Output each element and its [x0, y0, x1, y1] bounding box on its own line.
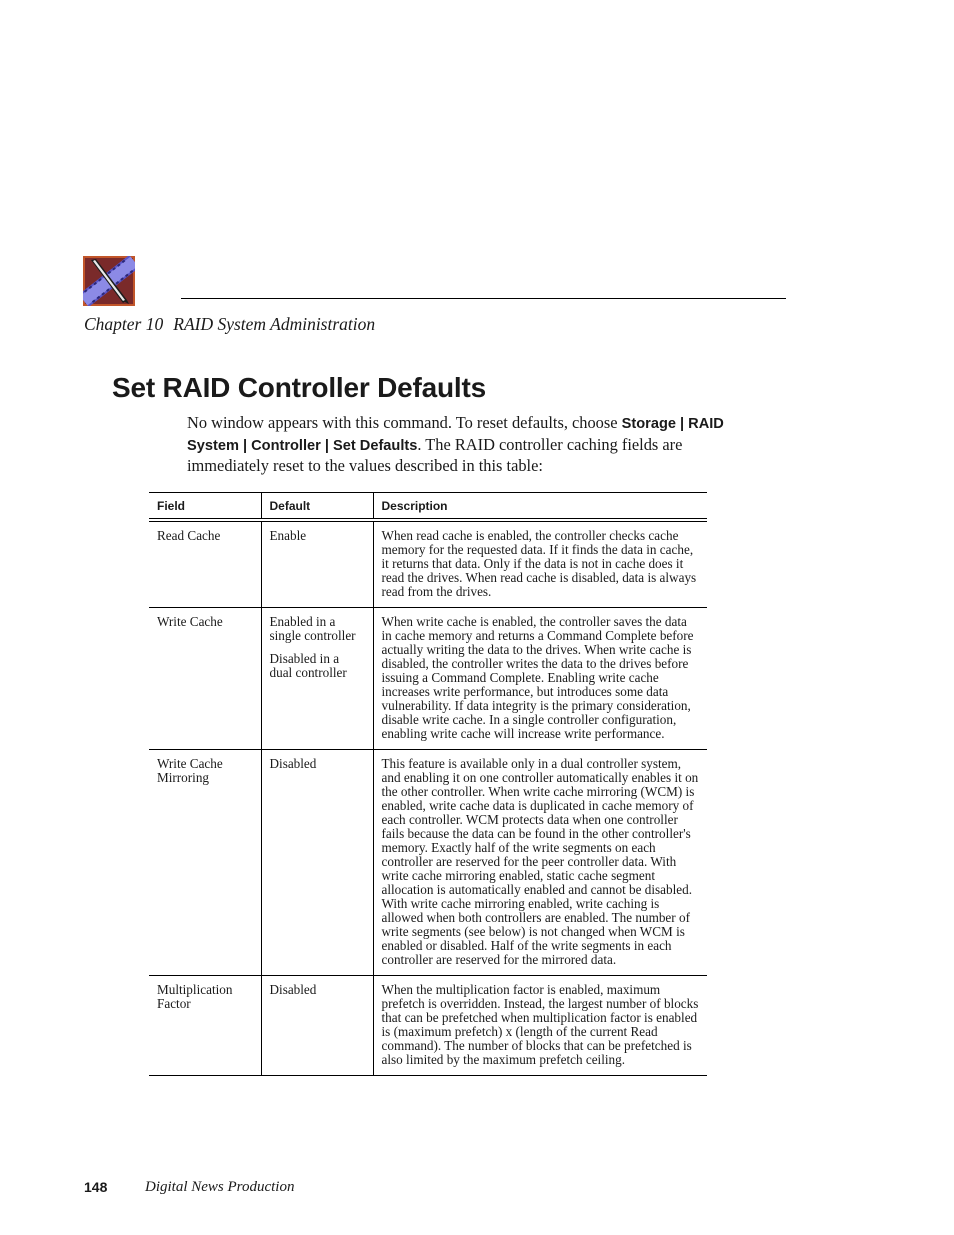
intro-paragraph [187, 413, 732, 476]
table-header-row [149, 493, 707, 521]
book-title: Digital News Production [145, 1179, 295, 1195]
section-title: Set RAID Controller Defaults [112, 372, 486, 403]
defaults-table [149, 492, 707, 1076]
film-strip-pen-icon [83, 256, 135, 306]
description-cell: This feature is available only in a dual controller system, and enabling it on one controller automatically enables it on the other controller. When write cache mirroring (WCM) is enabled, write cache data is duplicated in cache memory of each controller. WCM protects data when one controller fails because the data can be found in the other controller's memory. Exactly half of the write segments on each controller are reserved for the peer controller data. With write cache mirroring enabled, static cache segment allocation is automatically enabled and cannot be disabled. With write cache mirroring enabled, write caching is allowed when both controllers are enabled. The number of write segments (see below) is not changed when WCM is enabled or disabled. Half of the write segments in each controller are reserved for the mirrored data. [373, 750, 707, 976]
table-row [149, 750, 707, 976]
field-cell: Write Cache [149, 608, 261, 750]
intro-text-start: No window appears with this command. To reset defaults, choose [187, 413, 622, 432]
column-header-field: Field [149, 493, 261, 521]
column-header-description: Description [373, 493, 707, 521]
header-rule [181, 298, 786, 299]
chapter-label: Chapter 10 [84, 314, 164, 334]
default-value: Disabled [269, 982, 317, 997]
default-value: Disabled in a dual controller [269, 651, 347, 680]
field-cell: Read Cache [149, 520, 261, 608]
description-cell: When write cache is enabled, the controller saves the data in cache memory and returns a Command Complete before actually writing the data to the drives. When write cache is disabled, the controller writes the data to the drives before issuing a Command Complete. Enabling write cache increases write performance, but introduces some data vulnerability. If data integrity is the primary consideration, disable write cache. In a single controller configuration, enabling write cache will increase write performance. [373, 608, 707, 750]
default-cell [261, 520, 373, 608]
chapter-heading [84, 314, 375, 335]
field-cell: Multiplication Factor [149, 976, 261, 1076]
default-value: Enabled in a single controller [269, 614, 356, 643]
default-cell [261, 976, 373, 1076]
default-cell [261, 750, 373, 976]
default-value: Enable [269, 528, 307, 543]
menu-command-path: Storage | RAID System | Controller | Set Defaults [187, 416, 724, 454]
description-cell: When read cache is enabled, the controller checks cache memory for the requested data. If it finds the data in cache, it returns that data. Only if the data is not in cache does it read the drives. When read cache is disabled, data is always read from the drives. [373, 520, 707, 608]
column-header-default: Default [261, 493, 373, 521]
intro-text-end: . The RAID controller caching fields are immediately reset to the values described in this table: [187, 434, 683, 475]
table-row [149, 976, 707, 1076]
default-cell [261, 608, 373, 750]
description-cell: When the multiplication factor is enabled, maximum prefetch is overridden. Instead, the largest number of blocks that can be prefetched when multiplication factor is enabled is (maximum prefetch) x (length of the current Read command). The number of blocks that can be prefetched is also limited by the maximum prefetch ceiling. [373, 976, 707, 1076]
table-row [149, 608, 707, 750]
chapter-title: RAID System Administration [173, 314, 376, 334]
field-cell: Write Cache Mirroring [149, 750, 261, 976]
page-number: 148 [84, 1179, 108, 1195]
table-row [149, 520, 707, 608]
default-value: Disabled [269, 756, 317, 771]
